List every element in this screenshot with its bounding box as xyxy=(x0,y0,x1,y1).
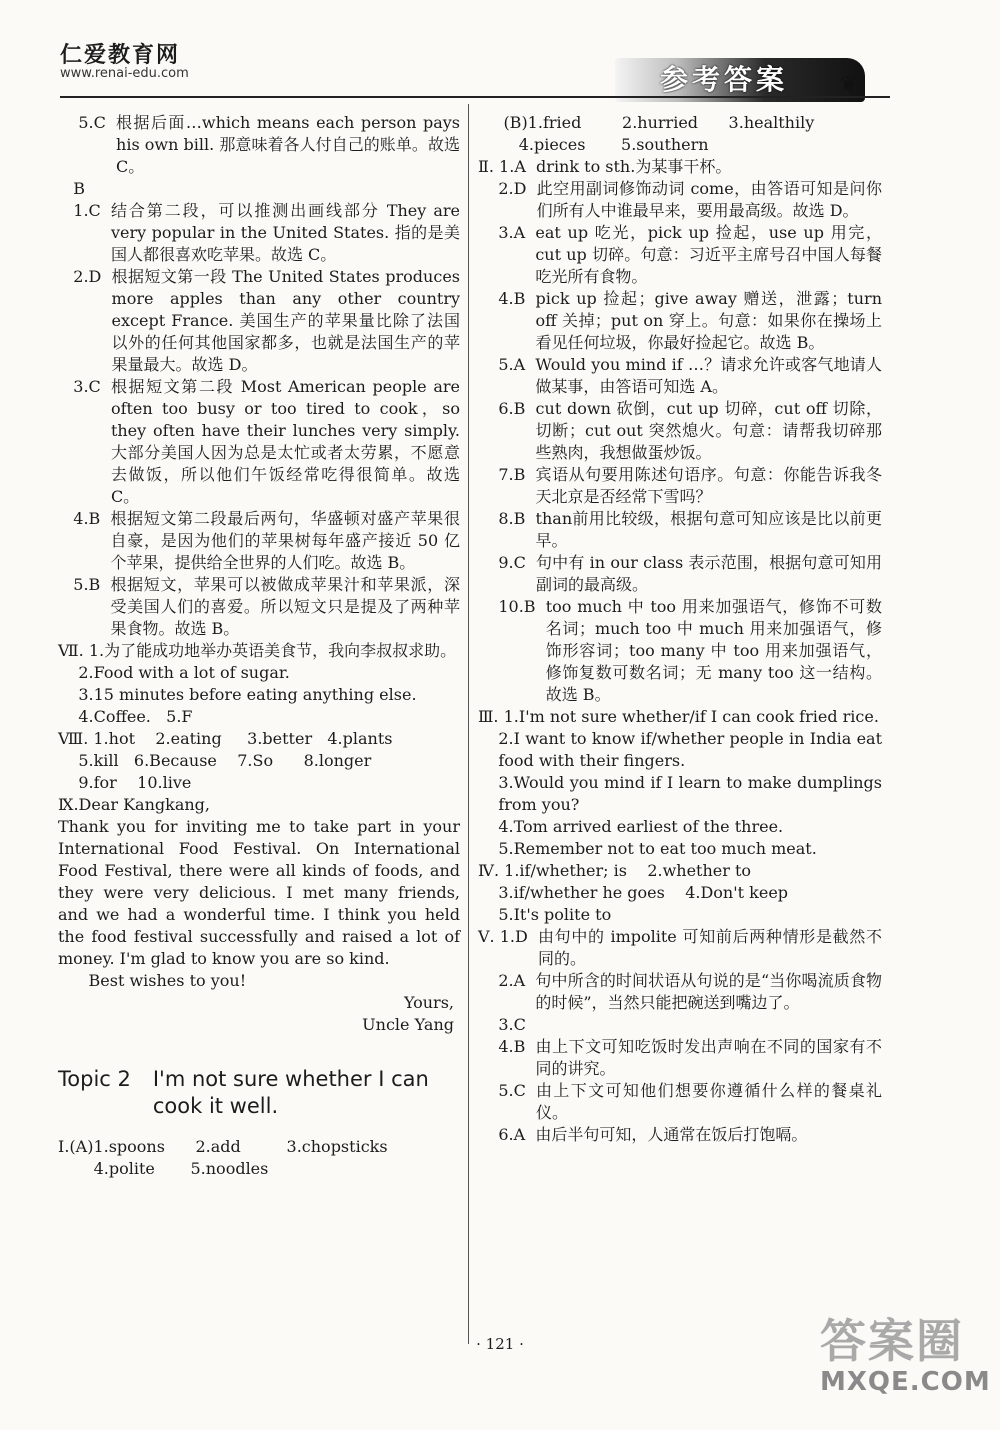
answer-text: 1.I'm not sure whether/if I can cook fried rice. xyxy=(503,707,879,726)
answer-item xyxy=(478,398,882,464)
answer-number: 5.A xyxy=(478,355,536,374)
letter-signoff: Yours, xyxy=(403,993,454,1012)
answer-text: 由上下文可知他们想要你遵循什么样的餐桌礼仪。 xyxy=(536,1081,882,1122)
watermark-bottom: MXQE.COM xyxy=(820,1367,991,1397)
answer-text: than前用比较级，根据句意可知应该是比以前更早。 xyxy=(535,509,882,550)
answer-item xyxy=(478,1036,882,1080)
answer-number: 2.D xyxy=(58,267,112,286)
answer-text: 根据短文，苹果可以被做成苹果汁和苹果派，深受美国人们的喜爱。所以短文只是提及了两种苹果食物。故选 B。 xyxy=(110,575,460,638)
brand-url: www.renai-edu.com xyxy=(60,66,189,81)
answer-item xyxy=(58,200,460,266)
answer-line: 4.pieces 5.southern xyxy=(478,135,709,154)
answer-number: 3.C xyxy=(58,377,111,396)
topic-title: I'm not sure whether I can cook it well. xyxy=(152,1067,429,1118)
answer-line: 3.if/whether he goes 4.Don't keep xyxy=(478,883,789,902)
answer-text: 2.I want to know if/whether people in India eat food with their fingers. xyxy=(498,729,882,770)
header-rule xyxy=(60,96,890,98)
brand-name: 仁爱教育网 xyxy=(60,42,181,68)
answer-item xyxy=(478,1124,882,1146)
page-header xyxy=(0,0,1000,100)
answer-number: 6.B xyxy=(478,399,536,418)
answer-number: 4.B xyxy=(58,509,111,528)
answer-line: Ⅷ. 1.hot 2.eating 3.better 4.plants xyxy=(58,729,393,748)
answer-item xyxy=(58,640,460,662)
answer-item xyxy=(478,706,882,728)
answer-item xyxy=(58,508,460,574)
answer-number: 3.A xyxy=(478,223,536,242)
answer-line: 2.Food with a lot of sugar. xyxy=(58,663,290,682)
answer-banner-title: 参考答案 xyxy=(660,63,789,96)
answer-line: 5.It's polite to xyxy=(478,905,612,924)
page-number: · 121 · xyxy=(476,1335,524,1353)
answer-item xyxy=(478,1080,882,1124)
answer-item xyxy=(478,178,882,222)
topic-heading xyxy=(58,1066,460,1120)
answer-line: Ⅰ.(A)1.spoons 2.add 3.chopsticks xyxy=(58,1137,388,1156)
watermark-top: 答案圈 xyxy=(820,1314,964,1368)
column-divider xyxy=(468,104,469,1344)
answer-number: Ⅴ. 1.D xyxy=(478,927,538,946)
letter-body: Thank you for inviting me to take part in your International Food Festival. On International Food Festival, there were all kinds of foods, and they were very delicious. I met many friends, and we had a wonderful time. I think you held the food festival successfully and raised a lot of money. I'm glad to know you are so kind. xyxy=(58,817,460,968)
answer-line: 4.Tom arrived earliest of the three. xyxy=(478,817,784,836)
watermark-logo xyxy=(820,1305,991,1397)
answer-text: 根据后面…which means each person pays his own bill. 那意味着各人付自己的账单。故选 C。 xyxy=(116,113,460,176)
answer-text: cut down 砍倒，cut up 切碎，cut off 切除，切断；cut out 突然熄火。句意：请帮我切碎那些熟肉，我想做蛋炒饭。 xyxy=(535,399,882,462)
answer-number: 2.D xyxy=(478,179,537,198)
answer-line: 3.C xyxy=(478,1015,526,1034)
answer-item xyxy=(478,288,882,354)
answer-number: 5.B xyxy=(58,575,111,594)
answer-line: (B)1.fried 2.hurried 3.healthily xyxy=(478,113,815,132)
answer-line: Ⅳ. 1.if/whether; is 2.whether to xyxy=(478,861,752,880)
answer-text: pick up 捡起；give away 赠送，泄露；turn off 关掉；put on 穿上。句意：如果你在操场上看见任何垃圾，你最好捡起它。故选 B。 xyxy=(535,289,882,352)
answer-number: 7.B xyxy=(478,465,536,484)
answer-text: 根据短文第一段 The United States produces more apples than any other country except France. 美国生产的苹果量比除了法国以外的任何其他国家都多，也就是法国生产的苹果量最大。故选 D。 xyxy=(111,267,460,374)
answer-item xyxy=(478,772,882,816)
answer-number xyxy=(478,728,498,772)
answer-text: 由后半句可知，人通常在饭后打饱嗝。 xyxy=(535,1125,808,1144)
answer-item xyxy=(478,464,882,508)
answer-line: 3.15 minutes before eating anything else. xyxy=(58,685,417,704)
answer-number: 4.B xyxy=(478,289,536,308)
left-column xyxy=(58,112,460,1180)
answer-text: drink to sth.为某事干杯。 xyxy=(536,157,732,176)
answer-line: 5.Remember not to eat too much meat. xyxy=(478,839,817,858)
answer-item xyxy=(478,596,882,706)
answer-number xyxy=(478,772,498,816)
answer-text: 句中有 in our class 表示范围，根据句意可知用副词的最高级。 xyxy=(536,553,882,594)
answer-text: 根据短文第二段最后两句，华盛顿对盛产苹果很自豪，是因为他们的苹果树每年盛产接近 50 亿个苹果，提供给全世界的人们吃。故选 B。 xyxy=(110,509,460,572)
answer-number: 4.B xyxy=(478,1037,536,1056)
answer-number: Ⅲ. xyxy=(478,707,504,726)
answer-number: 6.A xyxy=(478,1125,536,1144)
answer-text: 此空用副词修饰动词 come，由答语可知是问你们所有人中谁最早来，要用最高级。故选 D。 xyxy=(536,179,882,220)
answer-line: B xyxy=(58,179,86,198)
answer-text: 结合第二段，可以推测出画线部分 They are very popular in the United States. 指的是美国人都很喜欢吃苹果。故选 C。 xyxy=(110,201,460,264)
answer-text: 根据短文第二段 Most American people are often too busy or too tired to cook，so they often have their lunches very simply. 大部分美国人因为总是太忙或者太劳累，不愿意去做饭，所以他们午饭经常吃得很简单。故选 C。 xyxy=(110,377,460,506)
answer-line: 9.for 10.live xyxy=(58,773,192,792)
answer-item xyxy=(58,574,460,640)
answer-item xyxy=(478,156,882,178)
answer-item xyxy=(478,354,882,398)
answer-text: eat up 吃光，pick up 捡起，use up 用完，cut up 切碎。句意：习近平主席号召中国人每餐吃光所有食物。 xyxy=(535,223,882,286)
answer-number: Ⅱ. 1.A xyxy=(478,157,537,176)
answer-text: 1.为了能成功地举办英语美食节，我向李叔叔求助。 xyxy=(88,641,457,660)
answer-line: Ⅸ.Dear Kangkang, xyxy=(58,795,210,814)
answer-text: 由句中的 impolite 可知前后两种情形是截然不同的。 xyxy=(538,927,882,968)
answer-item xyxy=(478,970,882,1014)
answer-line: 4.Coffee. 5.F xyxy=(58,707,193,726)
answer-text: 3.Would you mind if I learn to make dumplings from you? xyxy=(498,773,882,814)
answer-line: 4.polite 5.noodles xyxy=(58,1159,269,1178)
answer-number: 9.C xyxy=(478,553,537,572)
answer-item xyxy=(478,222,882,288)
answer-number: 5.C xyxy=(478,1081,537,1100)
answer-item xyxy=(478,728,882,772)
answer-text: 句中所含的时间状语从句说的是“当你喝流质食物的时候”，当然只能把碗送到嘴边了。 xyxy=(535,971,882,1012)
answer-text: 宾语从句要用陈述句语序。句意：你能告诉我冬天北京是否经常下雪吗？ xyxy=(535,465,882,506)
answer-number: 1.C xyxy=(58,201,111,220)
answer-number: 2.A xyxy=(478,971,536,990)
answer-item xyxy=(58,376,460,508)
answer-item xyxy=(478,508,882,552)
answer-number: 5.C xyxy=(58,113,117,132)
answer-text: Would you mind if …？请求允许或客气地请人做某事，由答语可知选 A。 xyxy=(535,355,882,396)
answer-item xyxy=(478,926,882,970)
leaf-ornament-icon: ❦ xyxy=(840,72,859,97)
answer-line: Best wishes to you! xyxy=(58,971,247,990)
answer-number: Ⅶ. xyxy=(58,641,89,660)
answer-number: 10.B xyxy=(478,597,546,616)
answer-text: too much 中 too 用来加强语气，修饰不可数名词；much too 中 much 用来加强语气，修饰形容词；too many 中 too 用来加强语气，修饰复数可数名词；无 many too 这一结构。故选 B。 xyxy=(545,597,882,704)
answer-item xyxy=(478,552,882,596)
letter-signoff: Uncle Yang xyxy=(362,1015,454,1034)
topic-number: Topic 2 xyxy=(58,1067,131,1091)
answer-line: 5.kill 6.Because 7.So 8.longer xyxy=(58,751,372,770)
answer-number: 8.B xyxy=(478,509,536,528)
answer-item xyxy=(58,112,460,178)
right-column xyxy=(478,112,882,1146)
answer-text: 由上下文可知吃饭时发出声响在不同的国家有不同的讲究。 xyxy=(535,1037,882,1078)
answer-item xyxy=(58,266,460,376)
